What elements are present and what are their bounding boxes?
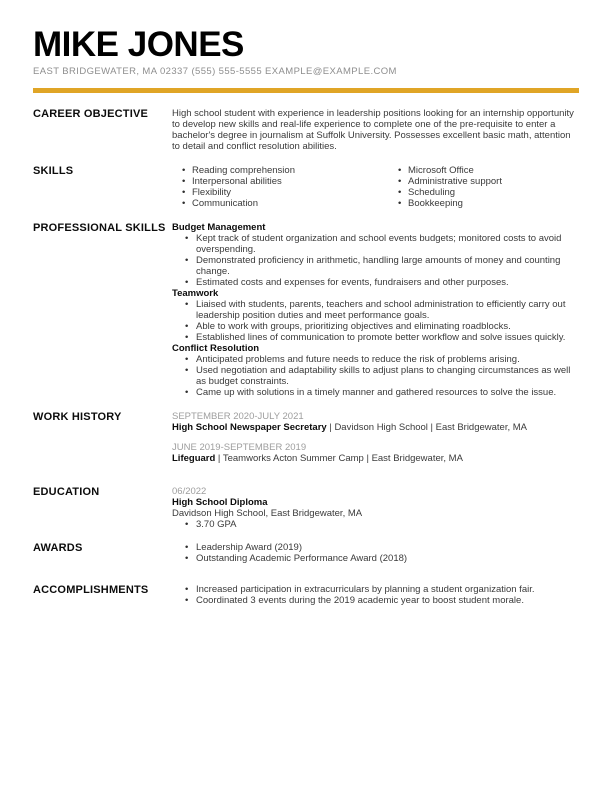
bullet-item: • Demonstrated proficiency in arithmetic, handling large amounts of money and counting change. (172, 255, 579, 277)
section-accomplishments (33, 584, 579, 606)
skill-item: • Microsoft Office (388, 165, 579, 176)
bullet-item: • Liaised with students, parents, teachers and school administration to efficiently carry out leadership position duties and meet performance goals. (172, 299, 579, 321)
bullet-item: • Established lines of communication to promote better workflow and solve issues quickly. (172, 332, 579, 343)
contact-line: EAST BRIDGEWATER, MA 02337 (555) 555-5555 EXAMPLE@EXAMPLE.COM (33, 65, 397, 77)
section-heading-education: EDUCATION (33, 485, 100, 498)
job-title: Lifeguard (172, 452, 216, 464)
bullet-item: • Outstanding Academic Performance Award (2018) (172, 553, 579, 564)
skill-group-bullets (172, 354, 579, 398)
skill-item: • Administrative support (388, 176, 579, 187)
career-objective-content (172, 108, 579, 152)
accomplishments-bullets (172, 584, 579, 606)
career-objective-text: High school student with experience in leadership positions looking for an internship opportunity to develop new skills and real-life experience to complete one of the pre-requisite to enter a bachelor's degree in journalism at Suffolk University. Possesses excellent basic math, attention to detail and conflict resolution abilities. (172, 107, 574, 152)
bullet-item: • Anticipated problems and future needs to reduce the risk of problems arising. (172, 354, 579, 365)
job-dates: SEPTEMBER 2020-JULY 2021 (172, 410, 304, 422)
section-work-history (33, 411, 579, 473)
awards-bullets (172, 542, 579, 564)
job-title-line (172, 453, 579, 464)
education-school: Davidson High School, East Bridgewater, MA (172, 507, 363, 519)
bullet-item: • Used negotiation and adaptability skills to adjust plans to changing circumstances as well as budget constraints. (172, 365, 579, 387)
section-heading-career-objective: CAREER OBJECTIVE (33, 107, 149, 120)
section-career-objective (33, 108, 579, 152)
awards-content (172, 542, 579, 564)
bullet-item: • Able to work with groups, prioritizing objectives and eliminating roadblocks. (172, 321, 579, 332)
skill-item: • Communication (172, 198, 388, 209)
section-professional-skills (33, 222, 579, 398)
bullet-item: • 3.70 GPA (172, 519, 579, 530)
accomplishments-content (172, 584, 579, 606)
skill-item: • Reading comprehension (172, 165, 388, 176)
work-history-content (172, 411, 579, 473)
skill-item: • Scheduling (388, 187, 579, 198)
section-heading-work-history: WORK HISTORY (33, 410, 122, 423)
section-heading-skills: SKILLS (33, 164, 74, 177)
person-name: MIKE JONES (33, 25, 244, 64)
skill-group-conflict-resolution (172, 343, 579, 398)
skill-item: • Interpersonal abilities (172, 176, 388, 187)
skill-group-teamwork (172, 288, 579, 343)
skill-item: • Bookkeeping (388, 198, 579, 209)
section-heading-professional-skills: PROFESSIONAL SKILLS (33, 221, 166, 234)
section-skills (33, 165, 579, 209)
skill-group-budget-management (172, 222, 579, 288)
skill-group-bullets (172, 233, 579, 288)
section-heading-awards: AWARDS (33, 541, 83, 554)
job-employer-location: | Davidson High School | East Bridgewater, MA (326, 421, 528, 433)
bullet-item: • Coordinated 3 events during the 2019 academic year to boost student morale. (172, 595, 579, 606)
job-title-line (172, 422, 579, 433)
skill-group-title: Conflict Resolution (172, 342, 260, 354)
resume-header (33, 27, 579, 93)
job-entry (172, 442, 579, 464)
skill-group-bullets (172, 299, 579, 343)
section-awards (33, 542, 579, 564)
education-bullets (172, 519, 579, 530)
skill-item: • Flexibility (172, 187, 388, 198)
skills-content (172, 165, 579, 209)
job-employer-location: | Teamworks Acton Summer Camp | East Bridgewater, MA (215, 452, 463, 464)
section-education (33, 486, 579, 530)
education-degree: High School Diploma (172, 496, 268, 508)
bullet-item: • Leadership Award (2019) (172, 542, 579, 553)
resume-body (33, 108, 579, 606)
professional-skills-content (172, 222, 579, 398)
bullet-item: • Estimated costs and expenses for events, fundraisers and other purposes. (172, 277, 579, 288)
skill-group-title: Teamwork (172, 287, 219, 299)
job-entry (172, 411, 579, 433)
education-date: 06/2022 (172, 485, 207, 497)
skills-column-1 (172, 165, 388, 209)
job-title: High School Newspaper Secretary (172, 421, 327, 433)
education-content (172, 486, 579, 530)
bullet-item: • Came up with solutions in a timely manner and gathered resources to solve the issue. (172, 387, 579, 398)
accent-rule (33, 88, 579, 93)
bullet-item: • Increased participation in extracurriculars by planning a student organization fair. (172, 584, 579, 595)
job-dates: JUNE 2019-SEPTEMBER 2019 (172, 441, 307, 453)
skill-group-title: Budget Management (172, 221, 266, 233)
bullet-item: • Kept track of student organization and school events budgets; monitored costs to avoid overspending. (172, 233, 579, 255)
skills-column-2 (388, 165, 579, 209)
section-heading-accomplishments: ACCOMPLISHMENTS (33, 583, 149, 596)
